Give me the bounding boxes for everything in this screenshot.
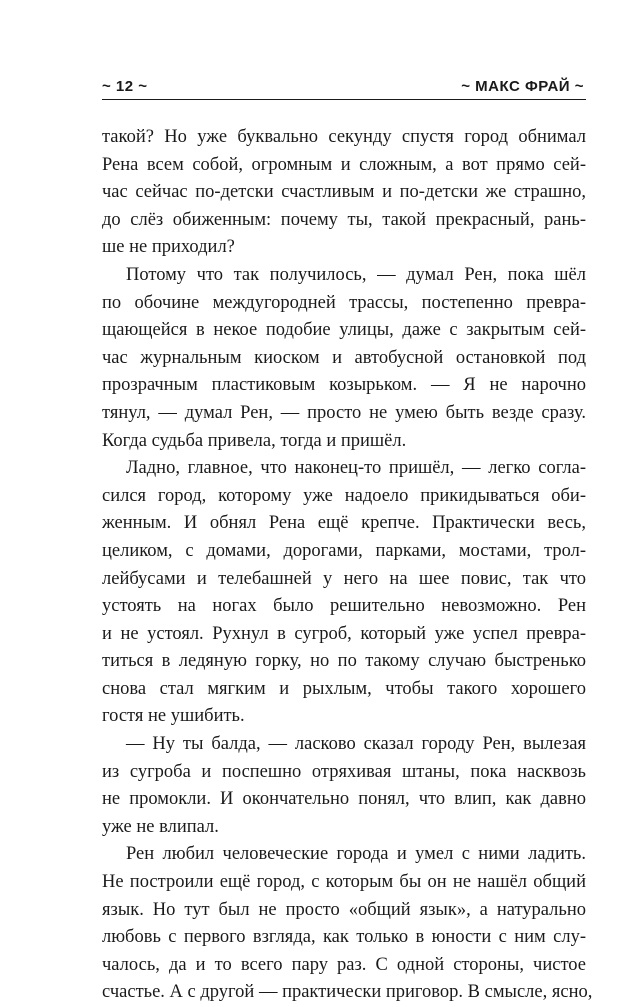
text-line: прозрачным пластиковым козырьком. — Я не нарочно [102,375,586,396]
text-line: — Ну ты балда, — ласково сказал городу Рен, вылезая [126,734,586,755]
text-line: такой? Но уже буквально секунду спустя город обнимал [102,127,586,147]
running-header [0,74,644,100]
text-line: любовь с первого взгляда, как только в юности с ним слу- [102,927,586,948]
text-line: до слёз обиженным: почему ты, такой прекрасный, рань- [102,209,586,230]
text-line: чалось, да и то всего пару раз. С одной стороны, чистое [102,954,586,975]
text-line: из сугроба и поспешно отряхивая штаны, пока насквозь [102,761,586,782]
page-number: ~ 12 ~ [102,78,148,95]
text-line: тянул, — думал Рен, — просто не умею быть везде сразу. [102,402,586,423]
paragraph [102,262,586,455]
text-line: устоять на ногах было решительно невозможно. Рен [102,596,586,617]
text-line: Рен любил человеческие города и умел с ними ладить. [126,844,586,865]
text-line: титься в ледяную горку, но по такому случаю быстренько [102,651,586,672]
text-line: Рена всем собой, огромным и сложным, а вот прямо сей- [102,154,586,175]
body-text [102,124,593,1007]
text-line: не промокли. И окончательно понял, что влип, как давно [102,789,586,810]
text-line: Когда судьба привела, тогда и пришёл. [102,430,407,451]
paragraph [102,841,593,1007]
text-line: счастье. А с другой — практически приговор. В смысле, ясно, [102,982,593,1003]
text-line: и не устоял. Рухнул в сугроб, который уже успел превра- [102,623,586,644]
text-line: Не построили ещё город, с которым бы он не нашёл общий [102,872,586,893]
text-line: сился город, которому уже надоело прикидываться оби- [102,485,586,506]
text-line: язык. Но тут был не просто «общий язык», а натурально [102,899,586,920]
text-line: уже не влипал. [102,816,219,837]
text-line: Потому что так получилось, — думал Рен, пока шёл [126,264,586,285]
text-line: час сейчас по-детски счастливым и по-детски же страшно, [102,182,586,203]
text-line: снова стал мягким и рыхлым, чтобы такого хорошего [102,678,586,699]
header-rule [102,99,586,100]
text-line: ше не приходил? [102,237,235,258]
text-line: щающейся в некое подобие улицы, даже с закрытым сей- [102,320,586,341]
text-line: целиком, с домами, дорогами, парками, мостами, трол- [102,540,586,561]
author-name: ~ МАКС ФРАЙ ~ [461,78,584,95]
text-line: по обочине междугородней трассы, постепенно превра- [102,292,586,313]
text-line: лейбусами и телебашней у него на шее повис, так что [102,568,586,589]
paragraph [102,455,586,731]
paragraph [102,731,586,841]
text-line: гостя не ушибить. [102,706,245,727]
text-line: женным. И обнял Рена ещё крепче. Практически весь, [102,513,586,534]
text-line: Ладно, главное, что наконец-то пришёл, — легко согла- [126,458,586,479]
paragraph [102,124,586,262]
text-line: час журнальным киоском и автобусной остановкой под [102,347,586,368]
